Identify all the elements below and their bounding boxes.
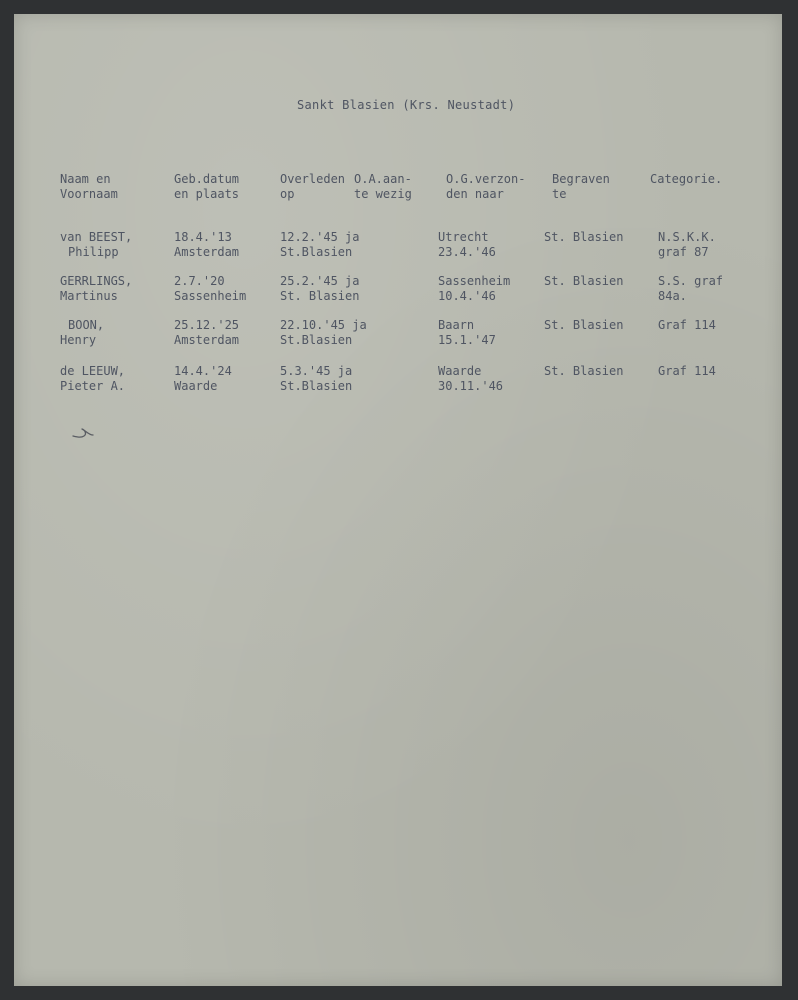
header-geboorte: Geb.datum en plaats <box>174 172 240 201</box>
header-naam: Naam en Voornaam <box>60 172 118 201</box>
header-aanwezig: O.A.aan- te wezig <box>354 172 412 201</box>
table-row-begraven: St. Blasien <box>544 318 624 332</box>
table-row-geb: 14.4.'24 Waarde <box>174 364 232 393</box>
table-row-overleden: 25.2.'45 ja St. Blasien <box>280 274 360 303</box>
table-row-begraven: St. Blasien <box>544 364 624 378</box>
table-row-naam: BOON, Henry <box>60 318 105 347</box>
pencil-mark-icon <box>70 422 96 442</box>
document-page <box>14 14 782 986</box>
table-row-verzonden: Waarde 30.11.'46 <box>438 364 504 393</box>
header-overleden: Overleden op <box>280 172 346 201</box>
table-row-overleden: 5.3.'45 ja St.Blasien <box>280 364 353 393</box>
header-verzonden: O.G.verzon- den naar <box>446 172 526 201</box>
table-row-overleden: 22.10.'45 ja St.Blasien <box>280 318 367 347</box>
table-row-verzonden: Utrecht 23.4.'46 <box>438 230 496 259</box>
header-categorie: Categorie. <box>650 172 723 186</box>
table-row-categorie: Graf 114 <box>658 364 716 378</box>
table-row-begraven: St. Blasien <box>544 230 624 244</box>
table-row-geb: 18.4.'13 Amsterdam <box>174 230 240 259</box>
table-row-verzonden: Baarn 15.1.'47 <box>438 318 496 347</box>
document-title: Sankt Blasien (Krs. Neustadt) <box>297 98 516 112</box>
table-row-naam: van BEEST, Philipp <box>60 230 133 259</box>
table-row-verzonden: Sassenheim 10.4.'46 <box>438 274 511 303</box>
table-row-naam: GERRLINGS, Martinus <box>60 274 133 303</box>
table-row-categorie: S.S. graf 84a. <box>658 274 724 303</box>
table-row-categorie: N.S.K.K. graf 87 <box>658 230 716 259</box>
table-row-overleden: 12.2.'45 ja St.Blasien <box>280 230 360 259</box>
table-row-naam: de LEEUW, Pieter A. <box>60 364 126 393</box>
table-row-geb: 2.7.'20 Sassenheim <box>174 274 247 303</box>
table-row-geb: 25.12.'25 Amsterdam <box>174 318 240 347</box>
table-row-categorie: Graf 114 <box>658 318 716 332</box>
table-row-begraven: St. Blasien <box>544 274 624 288</box>
header-begraven: Begraven te <box>552 172 610 201</box>
